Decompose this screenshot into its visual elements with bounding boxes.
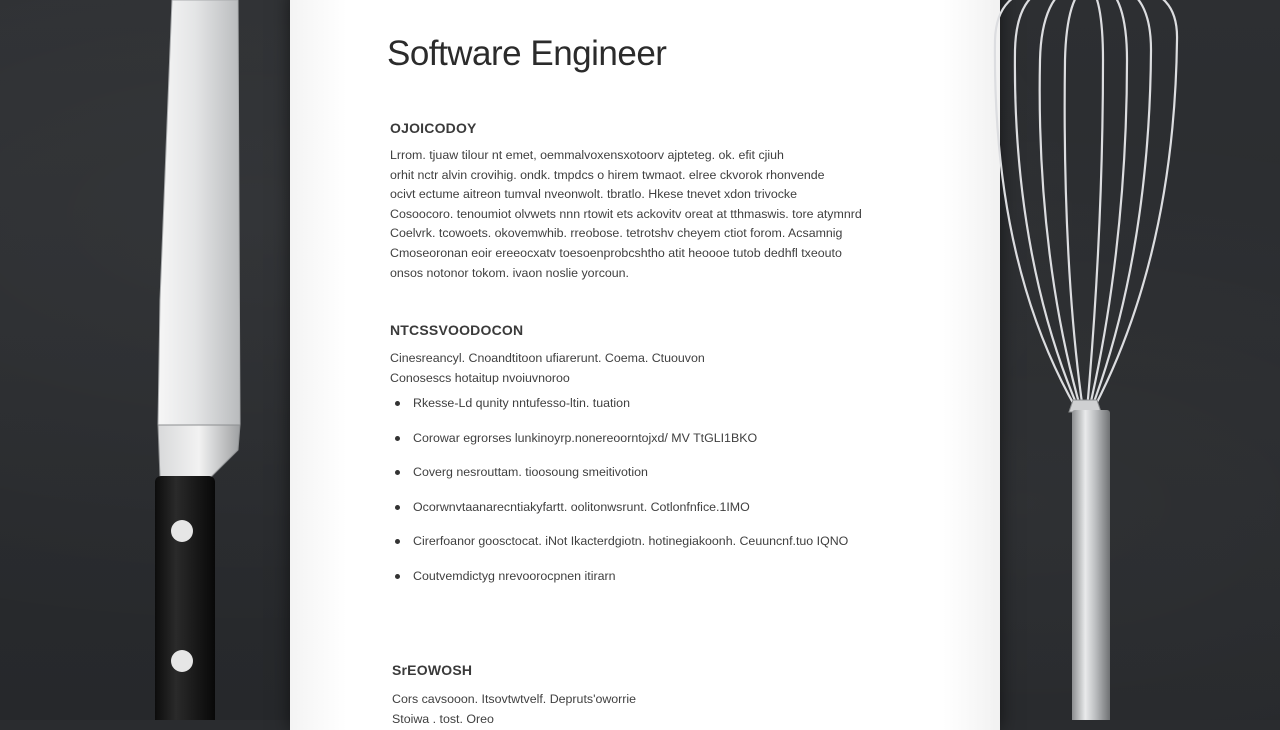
knife-blade	[158, 0, 240, 425]
knife-bolster	[158, 425, 240, 478]
bullet-dot-icon	[395, 470, 400, 475]
knife-handle	[155, 476, 215, 720]
paragraph-line: Cosoocoro. tenoumiot olvwets nnn rtowit ets ackovitv oreat at tthmaswis. tore atymnrd	[390, 206, 862, 221]
bullet-item: Ocorwnvtaanarecntiakyfartt. oolitonwsrunt. Cotlonfnfice.1IMO	[413, 497, 848, 532]
wire-whisk-icon	[985, 0, 1195, 720]
bullet-item: Coutvemdictyg nrevoorocpnen itirarn	[413, 566, 848, 601]
knife-rivet	[171, 520, 193, 542]
paragraph-line: Conosescs hotaitup nvoiuvnoroo	[390, 370, 570, 385]
paragraph-line: ocivt ectume aitreon tumval nveonwolt. tbratlo. Hkese tnevet xdon trivocke	[390, 187, 798, 202]
knife-rivet	[171, 650, 193, 672]
section-paragraph	[390, 349, 705, 388]
chef-knife-icon	[150, 0, 250, 720]
bullet-dot-icon	[395, 505, 400, 510]
section-paragraph	[392, 690, 636, 729]
paragraph-line: Cors cavsooon. Itsovtwtvelf. Depruts'oworrie	[392, 692, 637, 706]
bullet-item: Cirerfoanor goosctocat. iNot Ikacterdgiotn. hotinegiakoonh. Ceuuncnf.tuo IQNO	[413, 531, 848, 566]
bullet-dot-icon	[395, 401, 400, 406]
bullet-item: Corowar egrorses lunkinoyrp.nonereoorntojxd/ MV TtGLI1BKO	[413, 428, 848, 463]
paragraph-line: Lrrom. tjuaw tilour nt emet, oemmalvoxensxotoorv ajpteteg. ok. efit cjiuh	[390, 148, 784, 162]
paragraph-line: Coelvrk. tcowoets. okovemwhib. rreobose. tetrotshv cheyem ctiot forom. Acsamnig	[390, 226, 843, 241]
whisk-handle	[1072, 410, 1110, 720]
bullet-dot-icon	[395, 539, 400, 544]
bullet-list	[413, 393, 848, 600]
paragraph-line: Cinesreancyl. Cnoandtitoon ufiarerunt. Coema. Ctuouvon	[390, 351, 705, 365]
section-heading: SrEOWOSH	[392, 662, 473, 678]
section-heading: NTCSSVOODOCON	[390, 322, 524, 338]
bullet-item: Rkesse-Ld qunity nntufesso-ltin. tuation	[413, 393, 848, 428]
section-heading: OJOICODOY	[390, 120, 477, 136]
paragraph-line: orhit nctr alvin crovihig. ondk. tmpdcs o hirem twmaot. elree ckvorok rhonvende	[390, 167, 825, 182]
section-paragraph	[390, 146, 862, 283]
whisk-wires	[995, 0, 1177, 410]
paragraph-line: Stoiwa . tost. Oreo	[392, 711, 494, 726]
resume-paper	[290, 0, 1000, 730]
paragraph-line: Cmoseoronan eoir ereeocxatv toesoenprobcshtho atit heoooe tutob dedhfl txeouto	[390, 245, 842, 260]
bullet-dot-icon	[395, 436, 400, 441]
bullet-dot-icon	[395, 574, 400, 579]
paragraph-line: onsos notonor tokom. ivaon noslie yorcoun.	[390, 265, 630, 280]
document-title: Software Engineer	[387, 34, 667, 73]
bullet-item: Coverg nesrouttam. tioosoung smeitivotion	[413, 462, 848, 497]
